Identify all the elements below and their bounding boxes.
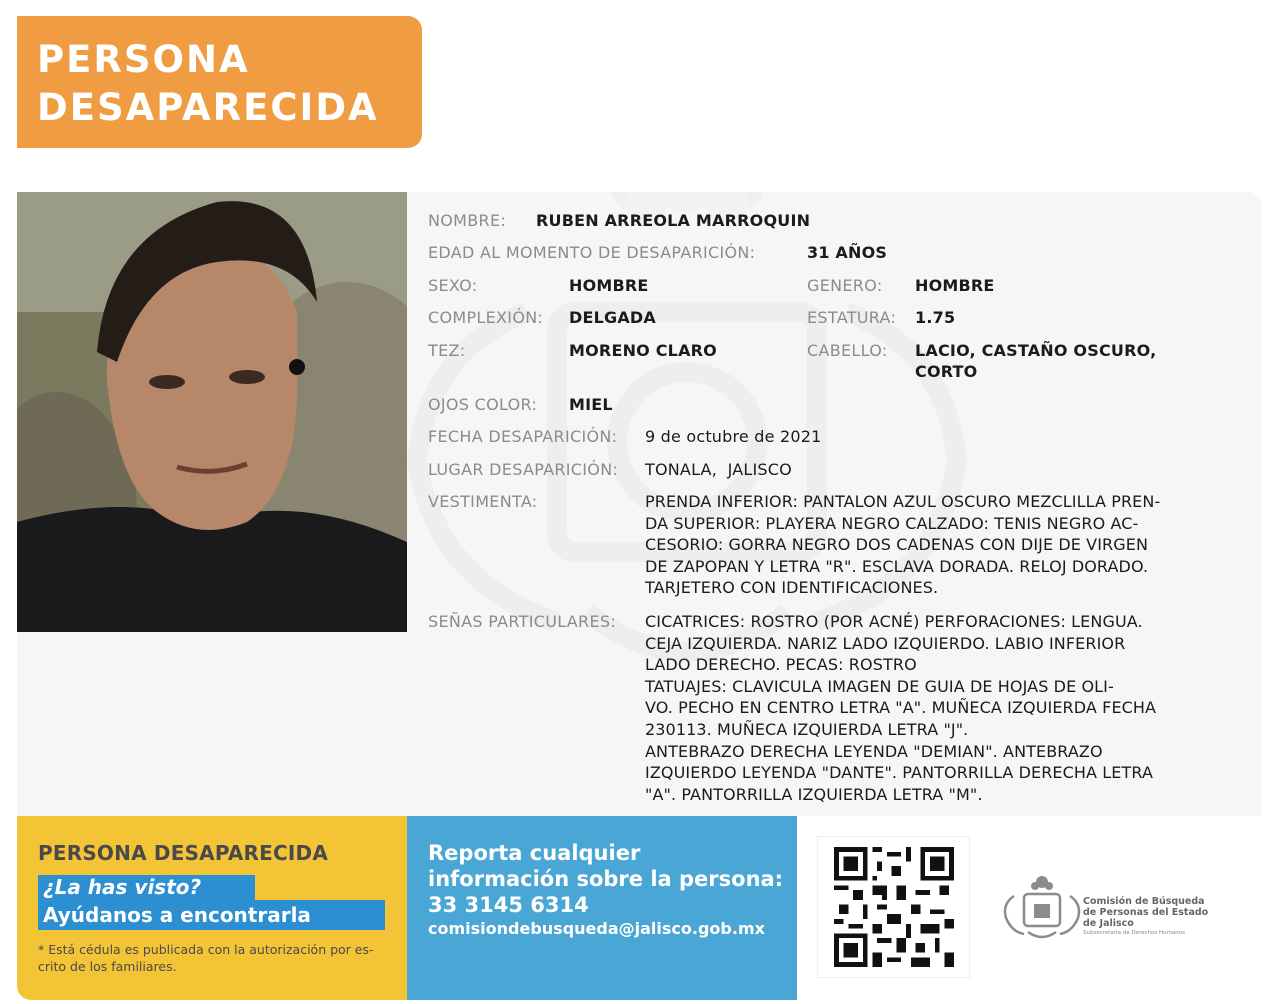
value-vestimenta [645, 491, 1160, 599]
value-estatura: 1.75 [915, 308, 956, 327]
label-cabello: CABELLO: [807, 341, 888, 360]
label-fecha: FECHA DESAPARICIÓN: [428, 427, 618, 446]
label-nombre: NOMBRE: [428, 211, 507, 230]
value-fecha: 9 de octubre de 2021 [645, 427, 822, 446]
label-lugar: LUGAR DESAPARICIÓN: [428, 460, 619, 479]
value-edad: 31 AÑOS [807, 243, 888, 262]
value-complexion: DELGADA [569, 308, 656, 327]
vestimenta-line: CESORIO: GORRA NEGRO DOS CADENAS CON DIJE DE VIRGEN [645, 535, 1149, 555]
label-vestimenta: VESTIMENTA: [428, 492, 538, 511]
label-genero: GENERO: [807, 276, 883, 295]
label-edad: EDAD AL MOMENTO DE DESAPARICIÓN: [428, 243, 756, 262]
footer-contact-panel [407, 816, 797, 1000]
header-title-box [17, 16, 422, 148]
commission-subtitle: Subsecretaría de Derechos Humanos [1083, 930, 1186, 936]
vestimenta-line: DE ZAPOPAN Y LETRA "R". ESCLAVA DORADA. RELOJ DORADO. [645, 556, 1149, 576]
commission-name-line1: Comisión de Búsqueda [1083, 896, 1205, 907]
senas-line: CICATRICES: ROSTRO (POR ACNÉ) PERFORACIONES: LENGUA. [645, 612, 1143, 631]
senas-line: TATUAJES: CLAVICULA IMAGEN DE GUIA DE HOJAS DE OLI- [645, 676, 1114, 696]
qr-code [817, 836, 970, 978]
value-sexo: HOMBRE [569, 276, 649, 295]
footer-help-text: Ayúdanos a encontrarla [43, 903, 311, 927]
footer-missing-title: PERSONA DESAPARECIDA [38, 841, 329, 865]
person-details [17, 192, 1262, 816]
senas-line: ANTEBRAZO DERECHA LEYENDA "DEMIAN". ANTEBRAZO [645, 741, 1103, 761]
value-nombre: RUBEN ARREOLA MARROQUIN [536, 211, 811, 230]
info-card [17, 192, 1262, 816]
commission-crest-logo-icon [1002, 874, 1082, 940]
qr-code-icon [830, 847, 958, 967]
header-title-line2: DESAPARECIDA [37, 86, 379, 129]
contact-line1: Reporta cualquier [428, 841, 641, 865]
senas-line: VO. PECHO EN CENTRO LETRA "A". MUÑECA IZQUIERDA FECHA [645, 698, 1157, 718]
footer-authorization-note [38, 942, 388, 975]
senas-line: IZQUIERDO LEYENDA "DANTE". PANTORRILLA DERECHA LETRA [645, 763, 1153, 783]
contact-line2: información sobre la persona: [428, 867, 784, 891]
label-ojos: OJOS COLOR: [428, 395, 538, 414]
footer-question-band [38, 875, 255, 900]
contact-email: comisiondebusqueda@jalisco.gob.mx [428, 919, 765, 938]
senas-line: 230113. MUÑECA IZQUIERDA LETRA "J". [645, 719, 969, 739]
value-cabello-line2: CORTO [915, 362, 978, 381]
senas-line: CEJA IZQUIERDA. NARIZ LADO IZQUIERDO. LABIO INFERIOR [645, 633, 1126, 653]
value-cabello-line1: LACIO, CASTAÑO OSCURO, [915, 341, 1157, 360]
senas-line: "A". PANTORRILLA IZQUIERDA LETRA "M". [645, 784, 983, 804]
value-genero: HOMBRE [915, 276, 995, 295]
footer-missing-panel [17, 816, 407, 1000]
vestimenta-line: DA SUPERIOR: PLAYERA NEGRO CALZADO: TENIS NEGRO AC- [645, 513, 1139, 533]
note-line: crito de los familiares. [38, 958, 177, 974]
footer-help-band [38, 900, 385, 930]
vestimenta-line: PRENDA INFERIOR: PANTALON AZUL OSCURO MEZCLILLA PREN- [645, 492, 1161, 511]
label-estatura: ESTATURA: [807, 308, 897, 327]
label-sexo: SEXO: [428, 276, 478, 295]
header-title-line1: PERSONA [37, 38, 250, 81]
value-lugar: TONALA, JALISCO [645, 460, 792, 479]
label-complexion: COMPLEXIÓN: [428, 308, 544, 327]
commission-name-line2: de Personas del Estado [1083, 907, 1209, 918]
label-senas: SEÑAS PARTICULARES: [428, 612, 617, 631]
contact-phone: 33 3145 6314 [428, 893, 589, 917]
note-line: * Está cédula es publicada con la autorización por es- [38, 942, 374, 957]
vestimenta-line: TARJETERO CON IDENTIFICACIONES. [645, 578, 939, 598]
value-tez: MORENO CLARO [569, 341, 717, 360]
senas-line: LADO DERECHO. PECAS: ROSTRO [645, 655, 917, 675]
value-ojos: MIEL [569, 395, 613, 414]
value-senas [645, 611, 1156, 805]
label-tez: TEZ: [428, 341, 466, 360]
footer-question: ¿La has visto? [43, 875, 202, 899]
commission-name-line3: de Jalisco [1083, 918, 1134, 929]
commission-name [1083, 896, 1208, 938]
